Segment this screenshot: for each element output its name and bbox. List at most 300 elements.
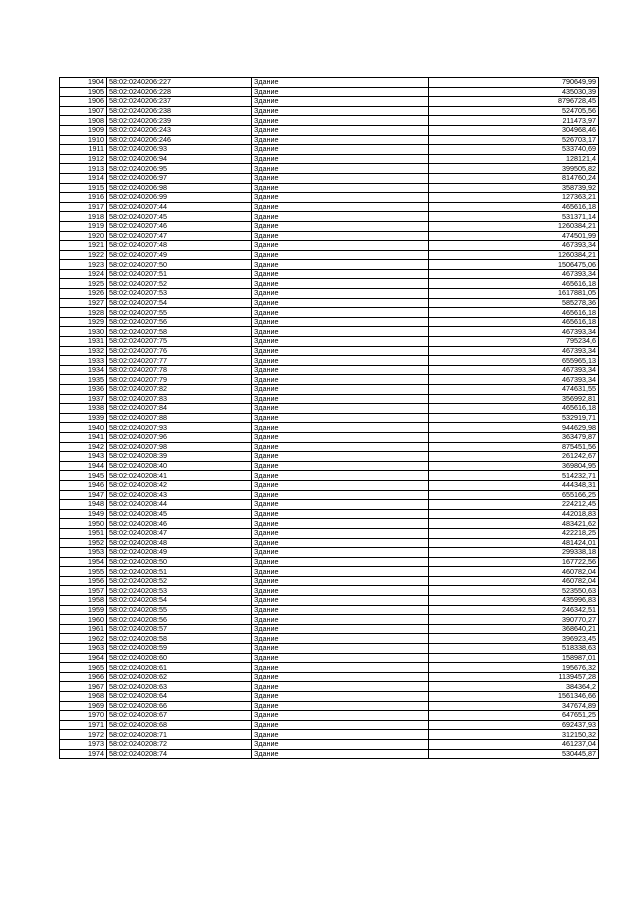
row-number-cell: 1921 xyxy=(60,241,107,251)
row-number-cell: 1950 xyxy=(60,519,107,529)
row-number-cell: 1929 xyxy=(60,317,107,327)
cadastral-value-cell: 467393,34 xyxy=(429,375,599,385)
object-type-cell: Здание xyxy=(252,413,429,423)
cadastral-value-cell: 647651,25 xyxy=(429,711,599,721)
cadastral-value-cell: 532919,71 xyxy=(429,413,599,423)
object-type-cell: Здание xyxy=(252,231,429,241)
cadastral-number-cell: 58:02:0240207:79 xyxy=(107,375,252,385)
row-number-cell: 1951 xyxy=(60,528,107,538)
object-type-cell: Здание xyxy=(252,720,429,730)
cadastral-value-cell: 435030,39 xyxy=(429,87,599,97)
object-type-cell: Здание xyxy=(252,711,429,721)
cadastral-number-cell: 58:02:0240207:77 xyxy=(107,356,252,366)
cadastral-number-cell: 58:02:0240208:64 xyxy=(107,692,252,702)
cadastral-number-cell: 58:02:0240207:84 xyxy=(107,404,252,414)
table-row xyxy=(60,279,599,289)
cadastral-value-cell: 944629,98 xyxy=(429,423,599,433)
cadastral-value-cell: 444348,31 xyxy=(429,480,599,490)
row-number-cell: 1926 xyxy=(60,289,107,299)
cadastral-number-cell: 58:02:0240206:238 xyxy=(107,106,252,116)
row-number-cell: 1932 xyxy=(60,346,107,356)
cadastral-number-cell: 58:02:0240208:63 xyxy=(107,682,252,692)
object-type-cell: Здание xyxy=(252,480,429,490)
cadastral-value-cell: 246342,51 xyxy=(429,605,599,615)
table-row xyxy=(60,423,599,433)
cadastral-value-cell: 312150,32 xyxy=(429,730,599,740)
cadastral-number-cell: 58:02:0240208:53 xyxy=(107,586,252,596)
row-number-cell: 1948 xyxy=(60,500,107,510)
object-type-cell: Здание xyxy=(252,596,429,606)
cadastral-number-cell: 58:02:0240208:49 xyxy=(107,548,252,558)
cadastral-value-cell: 356992,81 xyxy=(429,394,599,404)
cadastral-value-cell: 465616,18 xyxy=(429,279,599,289)
cadastral-value-cell: 299338,18 xyxy=(429,548,599,558)
cadastral-number-cell: 58:02:0240207:50 xyxy=(107,260,252,270)
row-number-cell: 1959 xyxy=(60,605,107,615)
table-row xyxy=(60,490,599,500)
row-number-cell: 1953 xyxy=(60,548,107,558)
cadastral-value-cell: 1506475,06 xyxy=(429,260,599,270)
cadastral-number-cell: 58:02:0240208:59 xyxy=(107,644,252,654)
object-type-cell: Здание xyxy=(252,183,429,193)
cadastral-value-cell: 347674,89 xyxy=(429,701,599,711)
table-row xyxy=(60,548,599,558)
row-number-cell: 1938 xyxy=(60,404,107,414)
row-number-cell: 1911 xyxy=(60,145,107,155)
row-number-cell: 1968 xyxy=(60,692,107,702)
table-row xyxy=(60,337,599,347)
cadastral-number-cell: 58:02:0240206:243 xyxy=(107,125,252,135)
cadastral-number-cell: 58:02:0240208:71 xyxy=(107,730,252,740)
row-number-cell: 1945 xyxy=(60,471,107,481)
cadastral-value-cell: 195676,32 xyxy=(429,663,599,673)
object-type-cell: Здание xyxy=(252,663,429,673)
row-number-cell: 1947 xyxy=(60,490,107,500)
cadastral-value-cell: 465616,18 xyxy=(429,308,599,318)
cadastral-number-cell: 58:02:0240208:51 xyxy=(107,567,252,577)
cadastral-value-cell: 435996,83 xyxy=(429,596,599,606)
object-type-cell: Здание xyxy=(252,116,429,126)
row-number-cell: 1924 xyxy=(60,269,107,279)
table-row xyxy=(60,452,599,462)
row-number-cell: 1907 xyxy=(60,106,107,116)
table-row xyxy=(60,202,599,212)
cadastral-number-cell: 58:02:0240207:82 xyxy=(107,385,252,395)
object-type-cell: Здание xyxy=(252,125,429,135)
cadastral-number-cell: 58:02:0240206:97 xyxy=(107,173,252,183)
table-row xyxy=(60,145,599,155)
cadastral-value-cell: 875451,56 xyxy=(429,442,599,452)
object-type-cell: Здание xyxy=(252,471,429,481)
table-row xyxy=(60,154,599,164)
table-row xyxy=(60,596,599,606)
cadastral-number-cell: 58:02:0240208:61 xyxy=(107,663,252,673)
cadastral-number-cell: 58:02:0240208:44 xyxy=(107,500,252,510)
object-type-cell: Здание xyxy=(252,432,429,442)
cadastral-number-cell: 58:02:0240208:42 xyxy=(107,480,252,490)
row-number-cell: 1966 xyxy=(60,672,107,682)
cadastral-number-cell: 58:02:0240208:48 xyxy=(107,538,252,548)
row-number-cell: 1914 xyxy=(60,173,107,183)
cadastral-value-cell: 1617881,05 xyxy=(429,289,599,299)
row-number-cell: 1957 xyxy=(60,586,107,596)
object-type-cell: Здание xyxy=(252,394,429,404)
cadastral-value-cell: 467393,34 xyxy=(429,269,599,279)
row-number-cell: 1923 xyxy=(60,260,107,270)
object-type-cell: Здание xyxy=(252,557,429,567)
table-row xyxy=(60,557,599,567)
cadastral-value-cell: 8796728,45 xyxy=(429,97,599,107)
cadastral-value-cell: 467393,34 xyxy=(429,327,599,337)
table-row xyxy=(60,298,599,308)
cadastral-value-cell: 1561346,66 xyxy=(429,692,599,702)
table-row xyxy=(60,538,599,548)
cadastral-number-cell: 58:02:0240206:99 xyxy=(107,193,252,203)
cadastral-number-cell: 58:02:0240206:227 xyxy=(107,78,252,88)
table-row xyxy=(60,116,599,126)
object-type-cell: Здание xyxy=(252,739,429,749)
table-row xyxy=(60,183,599,193)
row-number-cell: 1910 xyxy=(60,135,107,145)
cadastral-number-cell: 58:02:0240206:228 xyxy=(107,87,252,97)
row-number-cell: 1927 xyxy=(60,298,107,308)
cadastral-number-cell: 58:02:0240207:48 xyxy=(107,241,252,251)
row-number-cell: 1913 xyxy=(60,164,107,174)
table-row xyxy=(60,78,599,88)
object-type-cell: Здание xyxy=(252,385,429,395)
cadastral-number-cell: 58:02:0240206:237 xyxy=(107,97,252,107)
row-number-cell: 1941 xyxy=(60,432,107,442)
object-type-cell: Здание xyxy=(252,442,429,452)
cadastral-number-cell: 58:02:0240208:72 xyxy=(107,739,252,749)
table-row xyxy=(60,567,599,577)
cadastral-value-cell: 363479,87 xyxy=(429,432,599,442)
cadastral-number-cell: 58:02:0240207:52 xyxy=(107,279,252,289)
cadastral-value-cell: 127363,21 xyxy=(429,193,599,203)
object-type-cell: Здание xyxy=(252,356,429,366)
cadastral-value-cell: 396923,45 xyxy=(429,634,599,644)
cadastral-value-cell: 399505,82 xyxy=(429,164,599,174)
table-row xyxy=(60,221,599,231)
cadastral-value-cell: 814760,24 xyxy=(429,173,599,183)
row-number-cell: 1934 xyxy=(60,365,107,375)
table-row xyxy=(60,308,599,318)
table-row xyxy=(60,87,599,97)
cadastral-value-cell: 422218,25 xyxy=(429,528,599,538)
table-row xyxy=(60,576,599,586)
cadastral-number-cell: 58:02:0240207:49 xyxy=(107,250,252,260)
cadastral-number-cell: 58:02:0240207:53 xyxy=(107,289,252,299)
cadastral-value-cell: 467393,34 xyxy=(429,346,599,356)
table-row xyxy=(60,672,599,682)
cadastral-value-cell: 467393,34 xyxy=(429,241,599,251)
cadastral-value-cell: 128121,4 xyxy=(429,154,599,164)
object-type-cell: Здание xyxy=(252,615,429,625)
row-number-cell: 1956 xyxy=(60,576,107,586)
cadastral-number-cell: 58:02:0240206:246 xyxy=(107,135,252,145)
cadastral-number-cell: 58:02:0240208:52 xyxy=(107,576,252,586)
table-row xyxy=(60,682,599,692)
cadastral-value-cell: 524705,56 xyxy=(429,106,599,116)
cadastral-value-cell: 790649,99 xyxy=(429,78,599,88)
table-row xyxy=(60,749,599,759)
row-number-cell: 1960 xyxy=(60,615,107,625)
row-number-cell: 1922 xyxy=(60,250,107,260)
cadastral-value-cell: 384364,2 xyxy=(429,682,599,692)
row-number-cell: 1972 xyxy=(60,730,107,740)
cadastral-value-cell: 467393,34 xyxy=(429,365,599,375)
object-type-cell: Здание xyxy=(252,375,429,385)
table-row xyxy=(60,413,599,423)
cadastral-value-cell: 460782,04 xyxy=(429,567,599,577)
cadastral-number-cell: 58:02:0240207:88 xyxy=(107,413,252,423)
row-number-cell: 1919 xyxy=(60,221,107,231)
cadastral-number-cell: 58:02:0240208:74 xyxy=(107,749,252,759)
row-number-cell: 1962 xyxy=(60,634,107,644)
cadastral-value-cell: 167722,56 xyxy=(429,557,599,567)
row-number-cell: 1949 xyxy=(60,509,107,519)
row-number-cell: 1930 xyxy=(60,327,107,337)
table-row xyxy=(60,173,599,183)
row-number-cell: 1908 xyxy=(60,116,107,126)
cadastral-value-cell: 442018,83 xyxy=(429,509,599,519)
cadastral-value-cell: 474501,99 xyxy=(429,231,599,241)
row-number-cell: 1912 xyxy=(60,154,107,164)
object-type-cell: Здание xyxy=(252,289,429,299)
object-type-cell: Здание xyxy=(252,509,429,519)
cadastral-value-cell: 526703,17 xyxy=(429,135,599,145)
object-type-cell: Здание xyxy=(252,586,429,596)
cadastral-number-cell: 58:02:0240208:58 xyxy=(107,634,252,644)
table-row xyxy=(60,692,599,702)
row-number-cell: 1946 xyxy=(60,480,107,490)
cadastral-number-cell: 58:02:0240208:56 xyxy=(107,615,252,625)
object-type-cell: Здание xyxy=(252,269,429,279)
row-number-cell: 1969 xyxy=(60,701,107,711)
cadastral-number-cell: 58:02:0240208:60 xyxy=(107,653,252,663)
cadastral-number-cell: 58:02:0240208:40 xyxy=(107,461,252,471)
table-row xyxy=(60,404,599,414)
table-row xyxy=(60,135,599,145)
cadastral-value-cell: 465616,18 xyxy=(429,202,599,212)
cadastral-value-cell: 523550,63 xyxy=(429,586,599,596)
cadastral-number-cell: 58:02:0240208:50 xyxy=(107,557,252,567)
row-number-cell: 1939 xyxy=(60,413,107,423)
object-type-cell: Здание xyxy=(252,260,429,270)
table-row xyxy=(60,701,599,711)
cadastral-value-cell: 368640,21 xyxy=(429,624,599,634)
object-type-cell: Здание xyxy=(252,692,429,702)
cadastral-number-cell: 58:02:0240207:56 xyxy=(107,317,252,327)
cadastral-number-cell: 58:02:0240206:94 xyxy=(107,154,252,164)
cadastral-number-cell: 58:02:0240206:98 xyxy=(107,183,252,193)
cadastral-value-cell: 390770,27 xyxy=(429,615,599,625)
cadastral-value-cell: 481424,01 xyxy=(429,538,599,548)
row-number-cell: 1961 xyxy=(60,624,107,634)
table-row xyxy=(60,528,599,538)
table-row xyxy=(60,394,599,404)
object-type-cell: Здание xyxy=(252,145,429,155)
table-row xyxy=(60,193,599,203)
object-type-cell: Здание xyxy=(252,461,429,471)
object-type-cell: Здание xyxy=(252,548,429,558)
cadastral-value-cell: 465616,18 xyxy=(429,317,599,327)
cadastral-number-cell: 58:02:0240208:41 xyxy=(107,471,252,481)
cadastral-number-cell: 58:02:0240207:55 xyxy=(107,308,252,318)
object-type-cell: Здание xyxy=(252,452,429,462)
object-type-cell: Здание xyxy=(252,404,429,414)
cadastral-number-cell: 58:02:0240208:39 xyxy=(107,452,252,462)
cadastral-number-cell: 58:02:0240207:78 xyxy=(107,365,252,375)
object-type-cell: Здание xyxy=(252,346,429,356)
cadastral-value-cell: 795234,6 xyxy=(429,337,599,347)
row-number-cell: 1916 xyxy=(60,193,107,203)
cadastral-value-cell: 211473,97 xyxy=(429,116,599,126)
table-row xyxy=(60,97,599,107)
row-number-cell: 1905 xyxy=(60,87,107,97)
table-row xyxy=(60,442,599,452)
cadastral-number-cell: 58:02:0240207:76 xyxy=(107,346,252,356)
table-row xyxy=(60,519,599,529)
cadastral-value-cell: 533740,69 xyxy=(429,145,599,155)
object-type-cell: Здание xyxy=(252,212,429,222)
table-row xyxy=(60,289,599,299)
table-row xyxy=(60,624,599,634)
object-type-cell: Здание xyxy=(252,308,429,318)
table-row xyxy=(60,432,599,442)
row-number-cell: 1942 xyxy=(60,442,107,452)
cadastral-number-cell: 58:02:0240207:45 xyxy=(107,212,252,222)
object-type-cell: Здание xyxy=(252,327,429,337)
cadastral-number-cell: 58:02:0240208:57 xyxy=(107,624,252,634)
object-type-cell: Здание xyxy=(252,605,429,615)
row-number-cell: 1967 xyxy=(60,682,107,692)
object-type-cell: Здание xyxy=(252,749,429,759)
row-number-cell: 1920 xyxy=(60,231,107,241)
cadastral-value-cell: 224212,45 xyxy=(429,500,599,510)
object-type-cell: Здание xyxy=(252,154,429,164)
cadastral-number-cell: 58:02:0240206:239 xyxy=(107,116,252,126)
table-row xyxy=(60,356,599,366)
row-number-cell: 1915 xyxy=(60,183,107,193)
table-row xyxy=(60,644,599,654)
table-row xyxy=(60,663,599,673)
table-row xyxy=(60,231,599,241)
row-number-cell: 1952 xyxy=(60,538,107,548)
row-number-cell: 1904 xyxy=(60,78,107,88)
row-number-cell: 1906 xyxy=(60,97,107,107)
table-row xyxy=(60,653,599,663)
cadastral-value-cell: 1139457,28 xyxy=(429,672,599,682)
cadastral-number-cell: 58:02:0240207:44 xyxy=(107,202,252,212)
cadastral-number-cell: 58:02:0240207:98 xyxy=(107,442,252,452)
cadastral-value-cell: 474631,55 xyxy=(429,385,599,395)
object-type-cell: Здание xyxy=(252,672,429,682)
cadastral-number-cell: 58:02:0240208:45 xyxy=(107,509,252,519)
table-row xyxy=(60,106,599,116)
cadastral-number-cell: 58:02:0240207:96 xyxy=(107,432,252,442)
object-type-cell: Здание xyxy=(252,250,429,260)
cadastral-number-cell: 58:02:0240206:93 xyxy=(107,145,252,155)
table-row xyxy=(60,260,599,270)
row-number-cell: 1940 xyxy=(60,423,107,433)
object-type-cell: Здание xyxy=(252,97,429,107)
row-number-cell: 1964 xyxy=(60,653,107,663)
object-type-cell: Здание xyxy=(252,365,429,375)
object-type-cell: Здание xyxy=(252,87,429,97)
cadastral-value-cell: 465616,18 xyxy=(429,404,599,414)
row-number-cell: 1918 xyxy=(60,212,107,222)
row-number-cell: 1933 xyxy=(60,356,107,366)
object-type-cell: Здание xyxy=(252,500,429,510)
cadastral-number-cell: 58:02:0240208:46 xyxy=(107,519,252,529)
object-type-cell: Здание xyxy=(252,730,429,740)
object-type-cell: Здание xyxy=(252,538,429,548)
table-row xyxy=(60,317,599,327)
cadastral-number-cell: 58:02:0240208:67 xyxy=(107,711,252,721)
object-type-cell: Здание xyxy=(252,193,429,203)
cadastral-number-cell: 58:02:0240208:54 xyxy=(107,596,252,606)
table-row xyxy=(60,346,599,356)
table-row xyxy=(60,250,599,260)
object-type-cell: Здание xyxy=(252,576,429,586)
table-row xyxy=(60,605,599,615)
object-type-cell: Здание xyxy=(252,221,429,231)
table-row xyxy=(60,739,599,749)
cadastral-value-cell: 530445,87 xyxy=(429,749,599,759)
object-type-cell: Здание xyxy=(252,519,429,529)
object-type-cell: Здание xyxy=(252,78,429,88)
object-type-cell: Здание xyxy=(252,634,429,644)
table-row xyxy=(60,720,599,730)
cadastral-number-cell: 58:02:0240207:54 xyxy=(107,298,252,308)
table-row xyxy=(60,269,599,279)
table-row xyxy=(60,125,599,135)
row-number-cell: 1931 xyxy=(60,337,107,347)
table-row xyxy=(60,730,599,740)
object-type-cell: Здание xyxy=(252,567,429,577)
row-number-cell: 1955 xyxy=(60,567,107,577)
row-number-cell: 1954 xyxy=(60,557,107,567)
cadastral-number-cell: 58:02:0240207:46 xyxy=(107,221,252,231)
table-row xyxy=(60,500,599,510)
table-row xyxy=(60,509,599,519)
row-number-cell: 1937 xyxy=(60,394,107,404)
object-type-cell: Здание xyxy=(252,241,429,251)
table-row xyxy=(60,615,599,625)
cadastral-value-cell: 158987,01 xyxy=(429,653,599,663)
object-type-cell: Здание xyxy=(252,624,429,634)
table-row xyxy=(60,365,599,375)
cadastral-number-cell: 58:02:0240208:62 xyxy=(107,672,252,682)
table-row xyxy=(60,241,599,251)
object-type-cell: Здание xyxy=(252,164,429,174)
row-number-cell: 1943 xyxy=(60,452,107,462)
row-number-cell: 1971 xyxy=(60,720,107,730)
row-number-cell: 1974 xyxy=(60,749,107,759)
cadastral-value-cell: 655166,25 xyxy=(429,490,599,500)
cadastral-value-cell: 483421,62 xyxy=(429,519,599,529)
table-row xyxy=(60,480,599,490)
object-type-cell: Здание xyxy=(252,298,429,308)
cadastral-value-cell: 585278,36 xyxy=(429,298,599,308)
cadastral-value-cell: 692437,93 xyxy=(429,720,599,730)
object-type-cell: Здание xyxy=(252,317,429,327)
object-type-cell: Здание xyxy=(252,644,429,654)
object-type-cell: Здание xyxy=(252,337,429,347)
object-type-cell: Здание xyxy=(252,135,429,145)
object-type-cell: Здание xyxy=(252,528,429,538)
